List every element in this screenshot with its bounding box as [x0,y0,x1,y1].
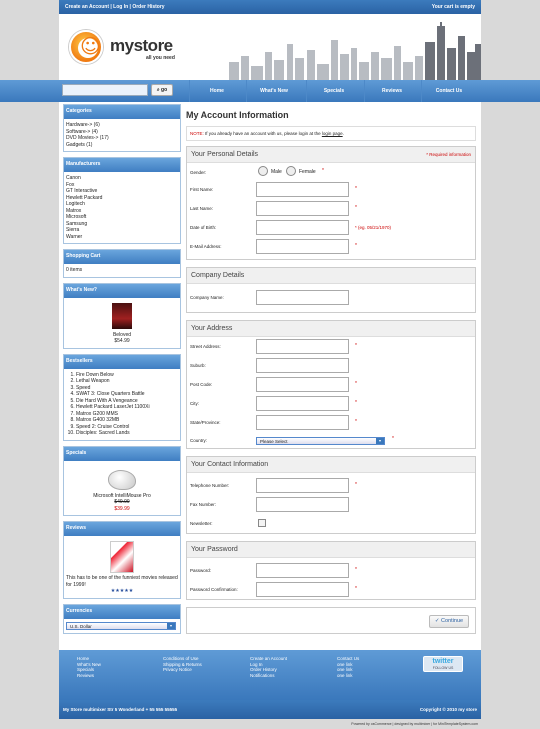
cart-count: 0 items [66,267,83,273]
footer-link[interactable]: Privacy Notice [163,667,192,672]
currency-select[interactable]: U.S. Dollar ▾ [66,622,176,630]
footer-link[interactable]: Reviews [77,672,95,678]
currencies-box [63,604,181,634]
skyline-image [229,22,481,80]
main-content [186,104,476,634]
gender-female-radio[interactable] [286,166,296,176]
manufacturer-link[interactable]: Canon [66,175,81,181]
street-address-input[interactable] [256,339,349,354]
telephone-input[interactable] [256,478,349,493]
nav-contact-us[interactable]: Contact Us [421,80,476,102]
gender-male-radio[interactable] [258,166,268,176]
bestseller-link[interactable]: 5. Die Hard With A Vengeance [76,398,178,405]
category-link[interactable]: Hardware-> (6) [66,122,100,128]
bestseller-link[interactable]: 3. Speed [76,385,178,392]
footer-link[interactable]: Create an Account [250,656,288,661]
footer-link[interactable]: Log In [250,661,263,667]
twitter-follow-button[interactable]: twitter FOLLOW US [423,656,463,672]
login-note: NOTE: If you already have an account with us, please login at the login page. [186,126,476,141]
manufacturers-box [63,157,181,244]
product-image[interactable] [108,470,136,490]
contact-information-section: Your Contact Information Telephone Number: * Fax Number: Newsletter: [186,456,476,534]
box-title[interactable]: Shopping Cart [64,250,180,264]
box-title: Manufacturers [64,158,180,172]
footer-link[interactable]: What's New [77,661,101,667]
manufacturer-link[interactable]: Hewlett Packard [66,194,103,201]
nav-specials[interactable]: Specials [306,80,361,102]
box-title: Bestsellers [64,355,180,369]
bestseller-link[interactable]: 1. Fire Down Below [76,372,178,379]
search-icon: ⌕ [156,87,160,93]
footer-link[interactable]: Conditions of Use [163,656,199,661]
category-link[interactable]: Gadgets (1) [66,141,93,148]
product-name[interactable]: Beloved [112,331,132,338]
specials-box [63,446,181,517]
box-title[interactable]: Reviews [64,522,180,536]
account-links[interactable]: Create an Account | Log In | Order History [65,4,165,10]
bestseller-link[interactable]: 4. SWAT 3: Close Quarters Battle [76,391,178,398]
category-link[interactable]: DVD Movies-> (17) [66,135,109,141]
special-price: $39.99 [114,505,130,512]
bestseller-link[interactable]: 8. Matrox G400 32MB [76,417,178,424]
product-image[interactable] [110,541,134,573]
personal-details-section: Your Personal Details * Required information Gender: Male Female * First Name: * Last Name: * Date of Birth: * (eg. 05/21/1970) E-Mail Address: * [186,146,476,260]
logo-tagline: all you need [146,55,175,61]
nav-bar [0,80,540,102]
bestseller-link[interactable]: 7. Matrox G200 MMS [76,411,178,418]
footer-link[interactable]: one link [337,661,353,667]
footer-link[interactable]: one link [337,667,353,672]
fax-input[interactable] [256,497,349,512]
store-address: My Store multimixer Str 5 Wonderland + 55 555 55555 [63,707,178,712]
manufacturer-link[interactable]: Logitech [66,201,85,207]
cart-status[interactable]: Your cart is empty [431,4,475,10]
copyright: Copyright © 2010 my store [419,707,477,712]
suburb-input[interactable] [256,358,349,373]
twitter-icon: twitter [432,658,454,665]
continue-bar [186,607,476,634]
manufacturer-link[interactable]: Sierra [66,227,80,233]
bestseller-link[interactable]: 2. Lethal Weapon [76,378,178,385]
bestsellers-box [63,354,181,441]
box-title[interactable]: What's New? [64,284,180,298]
company-details-section: Company Details Company Name: [186,267,476,313]
footer-link[interactable]: Home [77,656,90,661]
old-price: $49.99 [114,499,130,505]
header [59,14,481,80]
sidebar [63,104,181,639]
manufacturer-link[interactable]: GT Interactive [66,188,98,194]
post-code-input[interactable] [256,377,349,392]
category-link[interactable]: Software-> (4) [66,128,98,135]
last-name-input[interactable] [256,201,349,216]
password-section: Your Password Password: * Password Confirmation: * [186,541,476,600]
continue-icon: ✓ [434,618,440,624]
footer-link[interactable]: Specials [77,667,95,672]
logo-text[interactable]: mystore [110,36,173,55]
search-input[interactable] [62,84,148,96]
footer-bottom-bar [59,700,481,719]
footer-link[interactable]: Notifications [250,672,275,678]
top-bar [59,0,481,14]
bestseller-link[interactable]: 10. Disciples: Sacred Lands [76,430,178,437]
product-image[interactable] [112,303,132,329]
footer [59,650,481,700]
nav-home[interactable]: Home [189,80,244,102]
footer-link[interactable]: Contact Us [337,656,360,661]
product-price: $54.99 [114,338,130,344]
footer-link[interactable]: Order History [250,667,277,672]
password-confirm-input[interactable] [256,582,349,597]
password-input[interactable] [256,563,349,578]
login-page-link[interactable]: login page [321,131,343,136]
rating-stars: ★★★★★ [110,588,134,594]
manufacturer-link[interactable]: Fox [66,181,75,188]
chevron-down-icon: ▾ [376,438,384,444]
footer-link[interactable]: one link [337,672,353,678]
state-input[interactable] [256,415,349,430]
page [59,14,481,714]
email-input[interactable] [256,239,349,254]
continue-button[interactable]: ✓ Continue [429,615,469,628]
city-input[interactable] [256,396,349,411]
first-name-input[interactable] [256,182,349,197]
manufacturer-link[interactable]: Warner [66,233,83,240]
box-title: Currencies [64,605,180,619]
powered-by[interactable]: Powered by osCommerce | designed by multimixer | for MiniTemplateSystem.com [351,722,478,726]
logo-icon[interactable] [69,30,103,64]
chevron-down-icon: ▾ [167,623,175,629]
review-text[interactable]: This has to be one of the funniest movies released for 1999! [66,575,178,588]
nav-whats-new[interactable]: What's New [246,80,301,102]
shopping-cart-box [63,249,181,278]
address-section: Your Address Street Address: * Suburb: Post Code: * City: * State/Province: * Country: Please Select ▾ * [186,320,476,449]
manufacturer-link[interactable]: Matrox [66,207,82,214]
country-select[interactable]: Please Select ▾ [256,437,385,445]
box-title[interactable]: Specials [64,447,180,461]
company-name-input[interactable] [256,290,349,305]
whats-new-box [63,283,181,349]
manufacturer-link[interactable]: Microsoft [66,214,87,220]
newsletter-checkbox[interactable] [258,519,266,527]
bestseller-link[interactable]: 9. Speed 2: Cruise Control [76,424,178,431]
dob-input[interactable] [256,220,349,235]
search-go-button[interactable]: ⌕ go [151,84,173,96]
bestseller-link[interactable]: 6. Hewlett Packard LaserJet 1100Xi [76,404,178,411]
page-title: My Account Information [186,110,289,120]
box-title: Categories [64,105,180,119]
manufacturer-link[interactable]: Samsung [66,220,88,227]
footer-link[interactable]: Shipping & Returns [163,661,202,667]
reviews-box [63,521,181,599]
categories-box [63,104,181,152]
product-name[interactable]: Microsoft IntelliMouse Pro [93,492,151,499]
nav-reviews[interactable]: Reviews [364,80,419,102]
